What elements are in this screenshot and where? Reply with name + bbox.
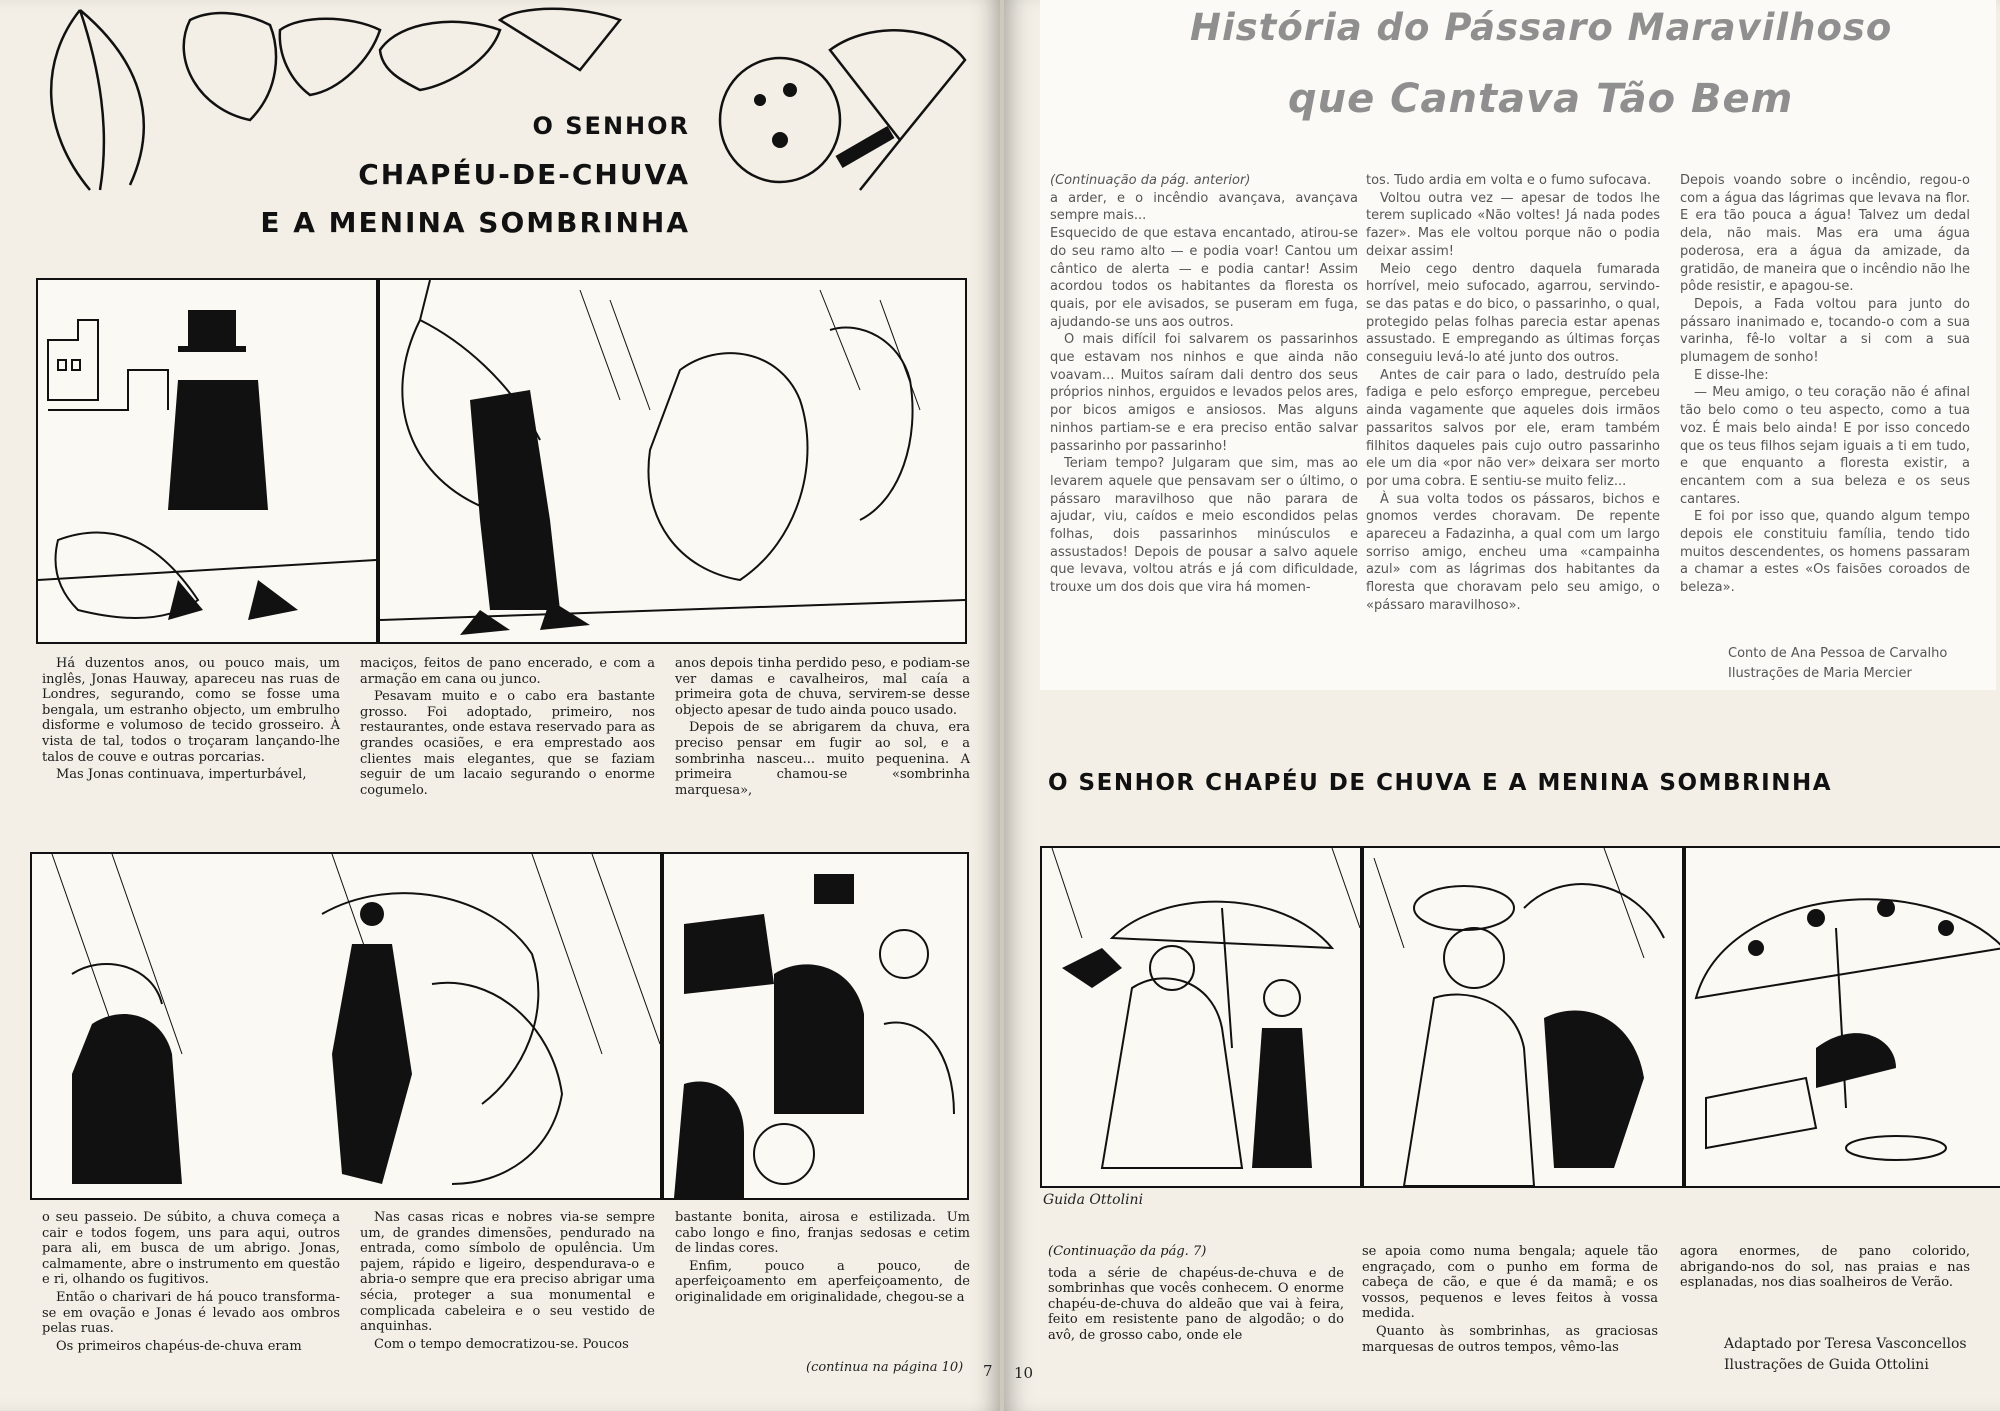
page-number-left: 7	[983, 1362, 993, 1380]
paragraph: Os primeiros chapéus-de-chuva eram	[56, 1338, 302, 1354]
paragraph: Nas casas ricas e nobres via-se sempre um, de grandes dimensões, pendurado na entrada, como símbolo de opulência. Um pajem, rápido e ligeiro, despendurava-o e abria-o sempre que era preciso abrigar uma sécia, proteger a sua monumental e complicada cabeleira e o seu vestido de anquinhas.	[360, 1210, 655, 1335]
paragraph: Mas Jonas continuava, imperturbável,	[56, 767, 307, 783]
paragraph: Depois, a Fada voltou para junto do pássaro inanimado e, tocando-o com a sua varinha, fê-lo voltar a si com a sua plumagem de sonho!	[1680, 296, 1970, 366]
paragraph: Com o tempo democratizou-se. Poucos	[374, 1336, 629, 1352]
paragraph: toda a série de chapéus-de-chuva e de sombrinhas que vocês conhecem. O enorme chapéu-de-chuva do aldeão que vai à feira, feito em resistente pano de algodão; o do avô, de grosso cabo, onde ele	[1048, 1265, 1344, 1343]
story-column-2	[1366, 172, 1660, 615]
comic-panel-couple	[1040, 846, 1362, 1188]
left-bottom-column-3	[675, 1210, 970, 1308]
right-bottom-column-3	[1680, 1244, 1970, 1293]
left-bottom-column-2	[360, 1210, 655, 1354]
paragraph: E foi por isso que, quando algum tempo depois ele constituiu família, tendo tido muitos descendentes, os homens passaram a chamar a estes «Os faisões coroados de beleza».	[1680, 509, 1970, 596]
paragraph: Meio cego dentro daquela fumarada horrível, meio sufocado, agarrou, servindo-se das patas e do bico, o passarinho, o qual, protegido pelas folhas parecia estar apenas assustado. E empregando as últimas forças conseguiu levá-lo até junto dos outros.	[1366, 261, 1660, 366]
paragraph: Enfim, pouco a pouco, de aperfeiçoamento em aperfeiçoamento, de originalidade em originalidade, chegou-se a	[675, 1258, 970, 1305]
paragraph: Quanto às sombrinhas, as graciosas marquesas de outros tempos, vêmo-las	[1362, 1323, 1658, 1355]
paragraph: O mais difícil foi salvarem os passarinhos que estavam nos ninhos e que ainda não voavam... Muitos saíram dali dentro dos seus próprios ninhos, erguidos e levados pelos ares, por bicos amigos e ansiosos. Mas alguns ninhos partiam-se e era preciso então salvar passarinho por passarinho!	[1050, 332, 1358, 454]
comic-credits	[1724, 1334, 1967, 1376]
left-top-column-2	[360, 656, 655, 800]
paragraph: a arder, e o incêndio avançava, avançava sempre mais...	[1050, 190, 1358, 224]
paragraph: À sua volta todos os pássaros, bichos e gnomos verdes choravam. De repente apareceu a Fadazinha, a qual com um largo sorriso amigo, encheu uma «campainha azul» com as lágrimas dos habitantes da floresta que choravam pelo seu amigo, o «pássaro maravilhoso».	[1366, 491, 1660, 613]
headline-line-1: O SENHOR	[532, 112, 690, 140]
story-illustration-credit: Ilustrações de Maria Mercier	[1728, 666, 1912, 681]
paragraph: anos depois tinha perdido peso, e podiam-se ver damas e cavalheiros, mal caía a primeira gota de chuva, servirem-se desse objecto apesar de tudo ainda pouco usado.	[675, 656, 970, 718]
paragraph: bastante bonita, airosa e estilizada. Um cabo longo e fino, franjas sedosas e cetim de lindas cores.	[675, 1210, 970, 1257]
comic-panel-beach-umbrella	[1684, 846, 2000, 1188]
left-top-column-3	[675, 656, 970, 800]
comic-panel-umbrella-crowd	[662, 852, 969, 1200]
paragraph: Depois de se abrigarem da chuva, era preciso pensar em fugir ao sol, e a sombrinha nasceu... muito pequenina. A primeira chamou-se «sombrinha marquesa»,	[675, 720, 970, 798]
right-bottom-column-2	[1362, 1244, 1658, 1357]
comic-panel-lady	[1362, 846, 1684, 1188]
paragraph: Então o charivari de há pouco transforma-se em ovação e Jonas é levado aos ombros pelas ruas.	[42, 1289, 340, 1337]
paragraph: maciços, feitos de pano encerado, e com a armação em cana ou junco.	[360, 656, 655, 687]
paragraph: Esquecido de que estava encantado, atirou-se do seu ramo alto — e podia voar! Cantou um cântico de alerta — e podia cantar! Assim acordou todos os habitantes da floresta os quais, por ele avisados, se puseram em fuga, ajudando-se uns aos outros.	[1050, 226, 1358, 330]
continuation-note: (Continuação da pág. 7)	[1048, 1244, 1207, 1259]
left-bottom-column-1	[42, 1210, 340, 1356]
story-title-line-2: que Cantava Tão Bem	[1288, 76, 1794, 122]
paragraph: Há duzentos anos, ou pouco mais, um inglês, Jonas Hauway, apareceu nas ruas de Londres, segurando, como se fosse uma bengala, um estranho objecto, um embrulho disforme e volumoso de tecido grosseiro. À vista de tal, todos o troçaram lançando-lhe talos de couve e outras porcarias.	[42, 656, 340, 765]
story-credits	[1728, 644, 1947, 684]
story-column-3	[1680, 172, 1970, 597]
continued-note: (continua na página 10)	[806, 1360, 964, 1375]
headline-line-3: E A MENINA SOMBRINHA	[260, 206, 690, 239]
paragraph: E disse-lhe:	[1694, 367, 1769, 383]
artist-signature: Guida Ottolini	[1043, 1192, 1144, 1208]
story-author-credit: Conto de Ana Pessoa de Carvalho	[1728, 646, 1948, 661]
right-bottom-column-1	[1048, 1244, 1344, 1346]
illustration-credit: Ilustrações de Guida Ottolini	[1724, 1357, 1929, 1373]
paragraph: — Meu amigo, o teu coração não é afinal tão belo como o teu aspecto, como a tua voz. É mais belo ainda! E por isso concedo que os teus filhos sejam iguais a ti em tudo, e que enquanto a floresta existir, a encantem com a sua beleza e os seus cantares.	[1680, 385, 1970, 507]
paragraph: Pesavam muito e o cabo era bastante grosso. Foi adoptado, primeiro, nos restaurantes, onde estava reservado para as grandes ocasiões, e era emprestado aos clientes mais elegantes, que se faziam seguir de um lacaio segurando o enorme cogumelo.	[360, 689, 655, 798]
left-top-column-1	[42, 656, 340, 785]
adaptation-credit: Adaptado por Teresa Vasconcellos	[1724, 1336, 1967, 1352]
paragraph: tos. Tudo ardia em volta e o fumo sufocava.	[1366, 173, 1652, 188]
paragraph: Antes de cair para o lado, destruído pela fadiga e pelo esforço empregue, percebeu ainda vagamente que aqueles dois irmãos passaritos salvos por ele, eram também filhitos daqueles pais cujo outro passarinho ele um dia «por não ver» deixara ser morto por uma cobra. E sentiu-se muito feliz...	[1366, 367, 1660, 489]
paragraph: Teriam tempo? Julgaram que sim, mas ao levarem aquele que pensavam ser o último, o pássaro maravilhoso que não parara de ajudar, viu, caídos e meio escondidos pelas folhas, dois passarinhos minúsculos e assustados! Depois de pousar a salvo aquele que levava, voltou atrás e já com dificuldade, trouxe um dos dois que vira há momen-	[1050, 456, 1358, 596]
story-title-line-1: História do Pássaro Maravilhoso	[1190, 6, 1893, 49]
paragraph: agora enormes, de pano colorido, abrigando-nos do sol, nas praias e nas esplanadas, nos dias soalheiros de Verão.	[1680, 1244, 1970, 1291]
headline-line-2: CHAPÉU-DE-CHUVA	[358, 158, 690, 191]
story-column-1	[1050, 172, 1358, 597]
page-number-right: 10	[1014, 1364, 1034, 1382]
paragraph: o seu passeio. De súbito, a chuva começa a cair e todos fogem, uns para aqui, outros para ali, em busca de um abrigo. Jonas, calmamente, abre o instrumento em questão e ri, olhando os fugitivos.	[42, 1210, 340, 1288]
continuation-note: (Continuação da pág. anterior)	[1050, 173, 1251, 188]
comic-panel-jonas-walking	[36, 278, 378, 644]
comic-panel-rain-crowd	[30, 852, 662, 1200]
paragraph: Voltou outra vez — apesar de todos lhe terem suplicado «Não voltes! Já nada podes fazer». Mas ele voltou porque não o podia deixar assim!	[1366, 190, 1660, 259]
paragraph: Depois voando sobre o incêndio, regou-o com a água das lágrimas que levava na flor. E era tão pouca a água! Talvez um dedal dela, não mais. Mas era uma água poderosa, era a água da amizade, da gratidão, de maneira que o incêndio não lhe pôde resistir, e apagou-se.	[1680, 173, 1970, 295]
comic-panel-jonas-crowd	[378, 278, 967, 644]
paragraph: se apoia como numa bengala; aquele tão engraçado, com o punho em forma de cabeça de cão, e que é da mamã; e os vossos, pequenos e leves feitos à vossa medida.	[1362, 1244, 1658, 1322]
comic-title: O SENHOR CHAPÉU DE CHUVA E A MENINA SOMBRINHA	[1048, 770, 1833, 796]
